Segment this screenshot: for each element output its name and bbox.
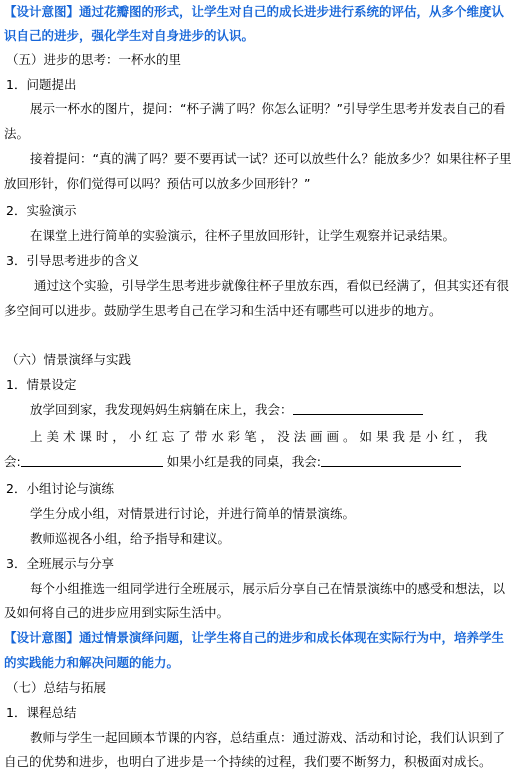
group-para-2: 教师巡视各小组，给予指导和建议。 [30, 531, 231, 546]
section-6-title: （六）情景演绎与实践 [6, 352, 132, 367]
design-intent-1-line-2: 识自己的进步，强化学生对自身进步的认识。 [4, 28, 255, 43]
section-5-para-1-line-2: 法。 [4, 126, 30, 141]
scenario-2-line-1: 上 美 术 课 时 ， 小 红 忘 了 带 水 彩 笔 ， 没 法 画 画 。 如 果 我 是 小 红 ， 我 [30, 429, 488, 444]
section-5-para-4-line-2: 多空间可以进步。鼓励学生思考自己在学习和生活中还有哪些可以进步的地方。 [4, 303, 442, 318]
section-5-heading-2: 2．实验演示 [6, 203, 77, 218]
section-7-heading-1: 1．课程总结 [6, 705, 77, 720]
scenario-1-text: 放学回到家，我发现妈妈生病躺在床上，我会： [30, 402, 293, 417]
section-5-para-2-line-1: 接着提问：“真的满了吗？要不要再试一试？还可以放些什么？能放多少？如果往杯子里 [30, 151, 512, 166]
group-para-1: 学生分成小组，对情景进行讨论，并进行简单的情景演练。 [30, 506, 356, 521]
summary-line-2: 自己的优势和进步，也明白了进步是一个持续的过程，我们要不断努力，积极面对成长。 [4, 754, 492, 769]
scenario-2-line-2 [4, 454, 461, 470]
section-5-para-4-line-1: 通过这个实验，引导学生思考进步就像往杯子里放东西，看似已经满了，但其实还有很 [34, 278, 510, 293]
section-5-para-1-line-1: 展示一杯水的图片，提问：“杯子满了吗？你怎么证明？”引导学生思考并发表自己的看 [30, 101, 506, 116]
section-5-heading-1: 1．问题提出 [6, 77, 77, 92]
design-intent-2-line-1: 【设计意图】通过情景演绎问题，让学生将自己的进步和成长体现在实际行为中，培养学生 [4, 630, 505, 645]
display-para-line-1: 每个小组推选一组同学进行全班展示，展示后分享自己在情景演练中的感受和想法，以 [30, 581, 506, 596]
design-intent-2-line-2: 的实践能力和解决问题的能力。 [4, 655, 180, 670]
section-5-para-3: 在课堂上进行简单的实验演示，往杯子里放回形针，让学生观察并记录结果。 [30, 228, 456, 243]
scenario-1-line [30, 402, 423, 418]
section-7-title: （七）总结与拓展 [6, 680, 107, 695]
section-5-title: （五）进步的思考：一杯水的里 [6, 52, 182, 67]
section-6-heading-2: 2．小组讨论与演练 [6, 481, 114, 496]
scenario-2-prefix: 会: [4, 454, 21, 469]
section-5-heading-3: 3．引导思考进步的含义 [6, 253, 139, 268]
scenario-2-blank-2 [321, 454, 461, 467]
scenario-2-mid: 如果小红是我的同桌，我会: [166, 454, 321, 469]
section-6-heading-1: 1．情景设定 [6, 377, 77, 392]
section-6-heading-3: 3．全班展示与分享 [6, 556, 114, 571]
scenario-1-blank [293, 402, 423, 415]
summary-line-1: 教师与学生一起回顾本节课的内容，总结重点：通过游戏、活动和讨论，我们认识到了 [30, 730, 506, 745]
scenario-2-blank-1 [21, 454, 163, 467]
display-para-line-2: 及如何将自己的进步应用到实际生活中。 [4, 605, 230, 620]
section-5-para-2-line-2: 放回形针，你们觉得可以吗？预估可以放多少回形针？” [4, 176, 311, 191]
design-intent-1-line-1: 【设计意图】通过花瓣图的形式，让学生对自己的成长进步进行系统的评估，从多个维度认 [4, 4, 505, 19]
